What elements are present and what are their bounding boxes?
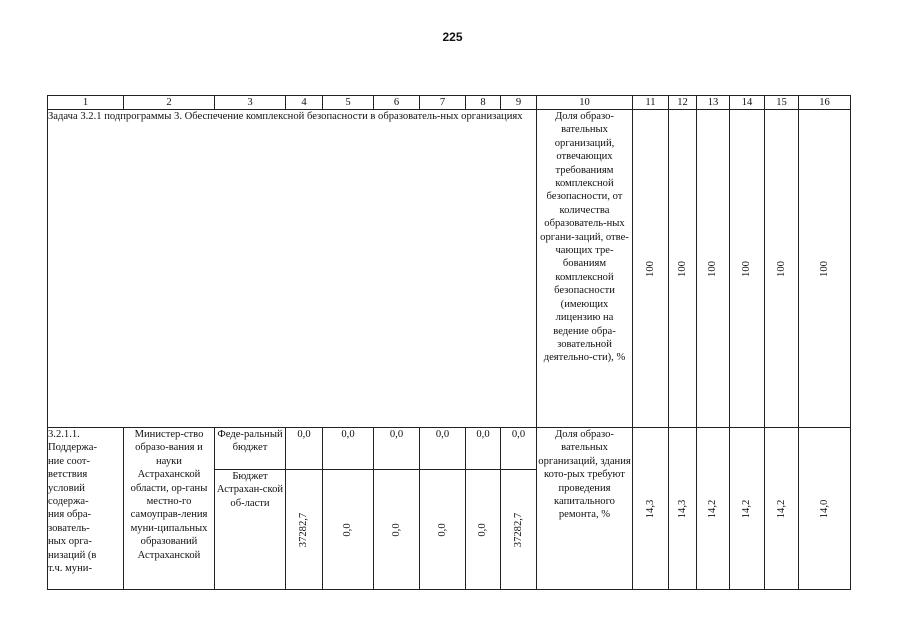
activity-name-line: зователь-	[48, 522, 90, 534]
funding-value: 0,0	[436, 522, 448, 537]
activity-target-cell	[765, 428, 799, 590]
task-target-cell	[697, 110, 730, 428]
task-indicator: Доля образо-вательных организаций, отвечающих требованиям комплексной безопасности, от количества образователь-ных органи-заций, отве-чающих тре-бованиям комплексной безопасности (имеющих лицензию на ведение обра-зовательной деятельно-сти), %	[537, 110, 633, 428]
column-number: 3	[215, 96, 286, 110]
activity-name-line: т.ч. муни-	[48, 563, 92, 575]
activity-row-federal	[48, 428, 851, 470]
funding-cell	[501, 470, 537, 590]
activity-target-value: 14,2	[741, 499, 752, 518]
page-number: 225	[442, 30, 463, 44]
task-target-value: 100	[741, 260, 752, 277]
column-number: 15	[765, 96, 799, 110]
activity-indicator: Доля образо-вательных организаций, здания кото-рых требуют проведения капитального ремонта, %	[537, 428, 633, 590]
activity-target-value: 14,0	[818, 499, 830, 518]
activity-name-line: 3.2.1.1.	[48, 429, 80, 440]
funding-cell	[323, 470, 374, 590]
task-target-value: 100	[818, 260, 830, 277]
activity-target-cell	[799, 428, 851, 590]
funding-value: 0,0	[323, 428, 374, 470]
task-target-value: 100	[676, 260, 688, 277]
column-number: 2	[124, 96, 215, 110]
activity-target-cell	[697, 428, 730, 590]
task-target-value: 100	[775, 260, 787, 277]
column-number: 13	[697, 96, 730, 110]
column-number: 16	[799, 96, 851, 110]
program-table	[47, 95, 851, 590]
activity-target-cell	[730, 428, 765, 590]
task-target-cell	[633, 110, 669, 428]
activity-name-line: условий	[48, 482, 85, 494]
activity-name	[48, 428, 124, 590]
column-number: 1	[48, 96, 124, 110]
task-target-cell	[730, 110, 765, 428]
activity-name-line: ветствия	[48, 469, 88, 481]
task-target-cell	[765, 110, 799, 428]
task-target-cell	[799, 110, 851, 428]
activity-target-value: 14,3	[644, 499, 656, 518]
activity-executor: Министер-ство образо-вания и науки Астраханской области, ор-ганы местно-го самоуправ-ления муни-ципальных образований Астраханской	[124, 428, 215, 590]
activity-target-cell	[669, 428, 697, 590]
column-number: 10	[537, 96, 633, 110]
funding-source-federal: Феде-ральный бюджет	[215, 428, 286, 470]
column-number: 7	[420, 96, 466, 110]
activity-target-value: 14,2	[707, 499, 718, 518]
column-number: 5	[323, 96, 374, 110]
column-number: 14	[730, 96, 765, 110]
funding-value: 0,0	[477, 522, 488, 537]
funding-value: 0,0	[420, 428, 466, 470]
task-target-cell	[669, 110, 697, 428]
funding-value: 0,0	[501, 428, 537, 470]
funding-value: 37282,7	[512, 512, 524, 547]
funding-cell	[420, 470, 466, 590]
task-target-value: 100	[644, 260, 656, 277]
column-number: 11	[633, 96, 669, 110]
task-title: Задача 3.2.1 подпрограммы 3. Обеспечение комплексной безопасности в образователь-ных организациях	[48, 110, 537, 428]
activity-name-line: содержа-	[48, 496, 89, 508]
column-number: 9	[501, 96, 537, 110]
column-number: 4	[286, 96, 323, 110]
activity-name-line: ние соот-	[48, 455, 91, 467]
activity-target-value: 14,2	[775, 499, 787, 518]
column-number: 6	[374, 96, 420, 110]
activity-name-line: Поддержа-	[48, 442, 97, 454]
activity-target-value: 14,3	[676, 499, 688, 518]
activity-name-line: низаций (в	[48, 549, 97, 561]
task-row	[48, 110, 851, 428]
funding-value: 0,0	[390, 522, 402, 537]
task-target-value: 100	[707, 260, 718, 277]
funding-cell	[286, 470, 323, 590]
activity-name-line: ния обра-	[48, 509, 92, 521]
funding-source-regional: Бюджет Астрахан-ской об-ласти	[215, 470, 286, 590]
column-number: 8	[466, 96, 501, 110]
column-number-row	[48, 96, 851, 110]
funding-value: 0,0	[466, 428, 501, 470]
funding-value: 37282,7	[298, 512, 309, 547]
funding-cell	[466, 470, 501, 590]
funding-value: 0,0	[374, 428, 420, 470]
funding-cell	[374, 470, 420, 590]
activity-name-line: ных орга-	[48, 536, 92, 548]
funding-value: 0,0	[286, 428, 323, 470]
funding-value: 0,0	[342, 522, 353, 537]
activity-target-cell	[633, 428, 669, 590]
column-number: 12	[669, 96, 697, 110]
